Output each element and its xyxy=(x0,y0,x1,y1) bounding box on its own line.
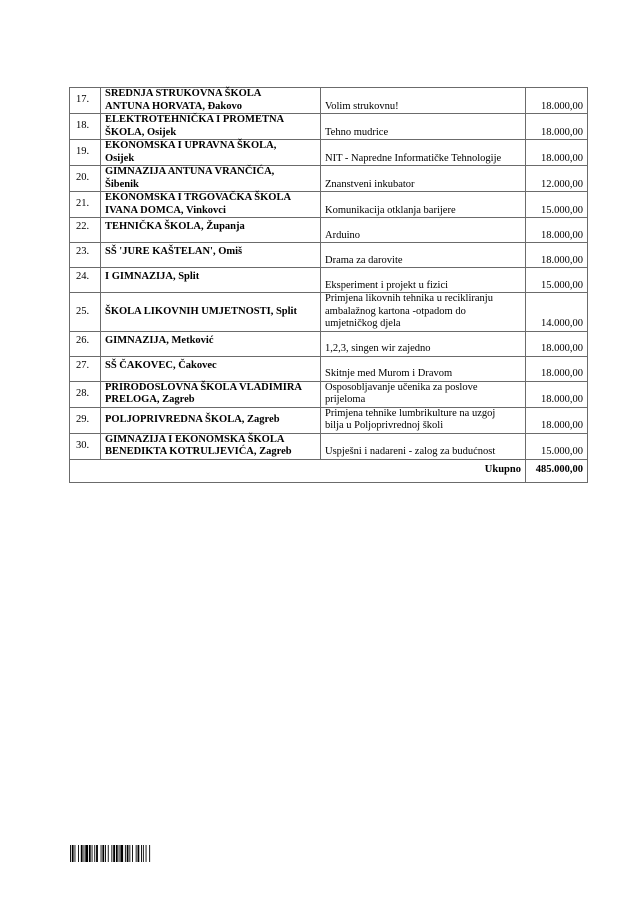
project-name-line: 1,2,3, singen wir zajedno xyxy=(325,343,431,354)
row-number: 21. xyxy=(70,192,101,218)
table-row xyxy=(70,166,588,192)
barcode-bar xyxy=(101,845,102,862)
row-number: 24. xyxy=(70,268,101,293)
school-name-line: PRELOGA, Zagreb xyxy=(105,394,195,405)
row-number: 29. xyxy=(70,407,101,433)
project-name-line: Tehno mudrice xyxy=(325,126,389,138)
school-name-line: GIMNAZIJA ANTUNA VRANČIĆA, xyxy=(105,166,275,177)
row-number: 30. xyxy=(70,433,101,459)
total-value: 485.000,00 xyxy=(526,459,588,482)
project-name xyxy=(321,192,526,218)
funding-table xyxy=(69,87,588,483)
school-name xyxy=(101,140,321,166)
amount-value: 14.000,00 xyxy=(526,293,588,332)
barcode-bar xyxy=(138,845,140,862)
total-row xyxy=(70,459,588,482)
school-name xyxy=(101,407,321,433)
project-name-line: Skitnje med Murom i Dravom xyxy=(325,368,453,379)
barcode-bar xyxy=(105,845,106,862)
school-name-line: GIMNAZIJA I EKONOMSKA ŠKOLA xyxy=(105,433,285,445)
row-number: 23. xyxy=(70,243,101,268)
amount-value: 12.000,00 xyxy=(526,166,588,192)
project-name-line: Drama za darovite xyxy=(325,254,403,266)
school-name-line: ELEKTROTEHNIČKA I PROMETNA xyxy=(105,114,285,125)
row-number: 26. xyxy=(70,331,101,356)
table-row xyxy=(70,433,588,459)
amount-value: 18.000,00 xyxy=(526,218,588,243)
table-row xyxy=(70,293,588,332)
amount-value: 18.000,00 xyxy=(526,331,588,356)
barcode-bar xyxy=(136,845,137,862)
school-name-line: EKONOMSKA I UPRAVNA ŠKOLA, xyxy=(105,140,277,151)
barcode-bar xyxy=(84,845,85,862)
school-name-line: BENEDIKTA KOTRULJEVIĆA, Zagreb xyxy=(105,446,292,457)
barcode-bar xyxy=(113,845,115,862)
project-name xyxy=(321,293,526,332)
table-row xyxy=(70,356,588,381)
row-number: 22. xyxy=(70,218,101,243)
barcode-bar xyxy=(129,845,130,862)
row-number: 27. xyxy=(70,356,101,381)
school-name-line: IVANA DOMCA, Vinkovci xyxy=(105,204,226,216)
amount-value: 18.000,00 xyxy=(526,88,588,114)
school-name xyxy=(101,293,321,332)
table-row xyxy=(70,407,588,433)
total-label: Ukupno xyxy=(70,459,526,482)
amount-value: 18.000,00 xyxy=(526,243,588,268)
school-name-line: ŠKOLA LIKOVNIH UMJETNOSTI, Split xyxy=(105,305,297,317)
school-name-line: TEHNIČKA ŠKOLA, Županja xyxy=(105,221,245,232)
project-name xyxy=(321,381,526,407)
project-name-line: Eksperiment i projekt u fizici xyxy=(325,279,449,291)
school-name-line: POLJOPRIVREDNA ŠKOLA, Zagreb xyxy=(105,413,280,425)
barcode-bar xyxy=(127,845,129,862)
barcode-bar xyxy=(125,845,126,862)
school-name xyxy=(101,114,321,140)
barcode-bar xyxy=(108,845,109,862)
school-name-line: EKONOMSKA I TRGOVAČKA ŠKOLA xyxy=(105,192,292,203)
table-row xyxy=(70,331,588,356)
barcode-icon xyxy=(70,845,180,862)
school-name xyxy=(101,268,321,293)
barcode-bar xyxy=(92,845,93,862)
school-name-line: ANTUNA HORVATA, Đakovo xyxy=(105,100,243,112)
barcode-bar xyxy=(141,845,142,862)
project-name-line: Volim strukovnu! xyxy=(325,100,399,112)
project-name xyxy=(321,433,526,459)
school-name-line: ŠKOLA, Osijek xyxy=(105,126,177,138)
table-row xyxy=(70,381,588,407)
school-name-line: PRIRODOSLOVNA ŠKOLA VLADIMIRA xyxy=(105,381,303,393)
barcode-bar xyxy=(111,845,112,862)
amount-value: 18.000,00 xyxy=(526,356,588,381)
table-row xyxy=(70,88,588,114)
barcode-bar xyxy=(81,845,83,862)
school-name-line: GIMNAZIJA, Metković xyxy=(105,334,214,346)
project-name xyxy=(321,407,526,433)
project-name xyxy=(321,268,526,293)
row-number: 25. xyxy=(70,293,101,332)
project-name-line: prijeloma xyxy=(325,394,366,405)
school-name-line: I GIMNAZIJA, Split xyxy=(105,271,200,282)
school-name-line: SŠ ČAKOVEC, Čakovec xyxy=(105,359,217,371)
project-name xyxy=(321,140,526,166)
barcode-bar xyxy=(70,845,71,862)
barcode-bar xyxy=(116,845,118,862)
school-name xyxy=(101,243,321,268)
amount-value: 15.000,00 xyxy=(526,268,588,293)
school-name xyxy=(101,356,321,381)
school-name xyxy=(101,381,321,407)
project-name-line: Arduino xyxy=(325,229,360,241)
barcode-bar xyxy=(85,845,88,862)
barcode-bar xyxy=(94,845,95,862)
amount-value: 15.000,00 xyxy=(526,433,588,459)
row-number: 17. xyxy=(70,88,101,114)
amount-value: 18.000,00 xyxy=(526,381,588,407)
school-name-line: Šibenik xyxy=(105,178,139,190)
project-name-line: Komunikacija otklanja barijere xyxy=(325,204,456,216)
table-row xyxy=(70,243,588,268)
project-name-line: Osposobljavanje učenika za poslove xyxy=(325,381,478,393)
school-name xyxy=(101,218,321,243)
school-name-line: Osijek xyxy=(105,152,135,164)
project-name xyxy=(321,243,526,268)
table-row xyxy=(70,192,588,218)
barcode-bar xyxy=(132,845,133,862)
row-number: 19. xyxy=(70,140,101,166)
school-name-line: SREDNJA STRUKOVNA ŠKOLA xyxy=(105,88,262,99)
project-name-line: umjetničkog djela xyxy=(325,318,401,329)
school-name-line: SŠ 'JURE KAŠTELAN', Omiš xyxy=(105,246,243,257)
row-number: 28. xyxy=(70,381,101,407)
project-name xyxy=(321,114,526,140)
amount-value: 18.000,00 xyxy=(526,407,588,433)
project-name-line: NIT - Napredne Informatičke Tehnologije xyxy=(325,152,502,164)
barcode-bar xyxy=(75,845,76,862)
table-row xyxy=(70,218,588,243)
barcode-bar xyxy=(78,845,79,862)
project-name-line: Uspješni i nadareni - zalog za budućnost xyxy=(325,446,496,457)
project-name-line: Primjena tehnike lumbrikulture na uzgoj xyxy=(325,407,496,419)
amount-value: 18.000,00 xyxy=(526,114,588,140)
project-name-line: ambalažnog kartona -otpadom do xyxy=(325,305,466,317)
barcode-bar xyxy=(146,845,147,862)
barcode-bar xyxy=(120,845,123,862)
amount-value: 18.000,00 xyxy=(526,140,588,166)
project-name-line: Znanstveni inkubator xyxy=(325,178,415,190)
row-number: 18. xyxy=(70,114,101,140)
amount-value: 15.000,00 xyxy=(526,192,588,218)
barcode-bar xyxy=(96,845,98,862)
school-name xyxy=(101,433,321,459)
barcode-bar xyxy=(72,845,74,862)
row-number: 20. xyxy=(70,166,101,192)
barcode-bar xyxy=(102,845,104,862)
project-name xyxy=(321,218,526,243)
project-name-line: Primjena likovnih tehnika u recikliranju xyxy=(325,293,493,304)
barcode-bar xyxy=(149,845,150,862)
barcode-bar xyxy=(143,845,144,862)
barcode-bar xyxy=(119,845,120,862)
table-row xyxy=(70,268,588,293)
school-name xyxy=(101,88,321,114)
project-name-line: bilja u Poljoprivrednoj školi xyxy=(325,420,444,431)
school-name xyxy=(101,331,321,356)
project-name xyxy=(321,356,526,381)
project-name xyxy=(321,331,526,356)
project-name xyxy=(321,88,526,114)
project-name xyxy=(321,166,526,192)
table-row xyxy=(70,140,588,166)
barcode-bar xyxy=(89,845,91,862)
school-name xyxy=(101,166,321,192)
school-name xyxy=(101,192,321,218)
table-row xyxy=(70,114,588,140)
